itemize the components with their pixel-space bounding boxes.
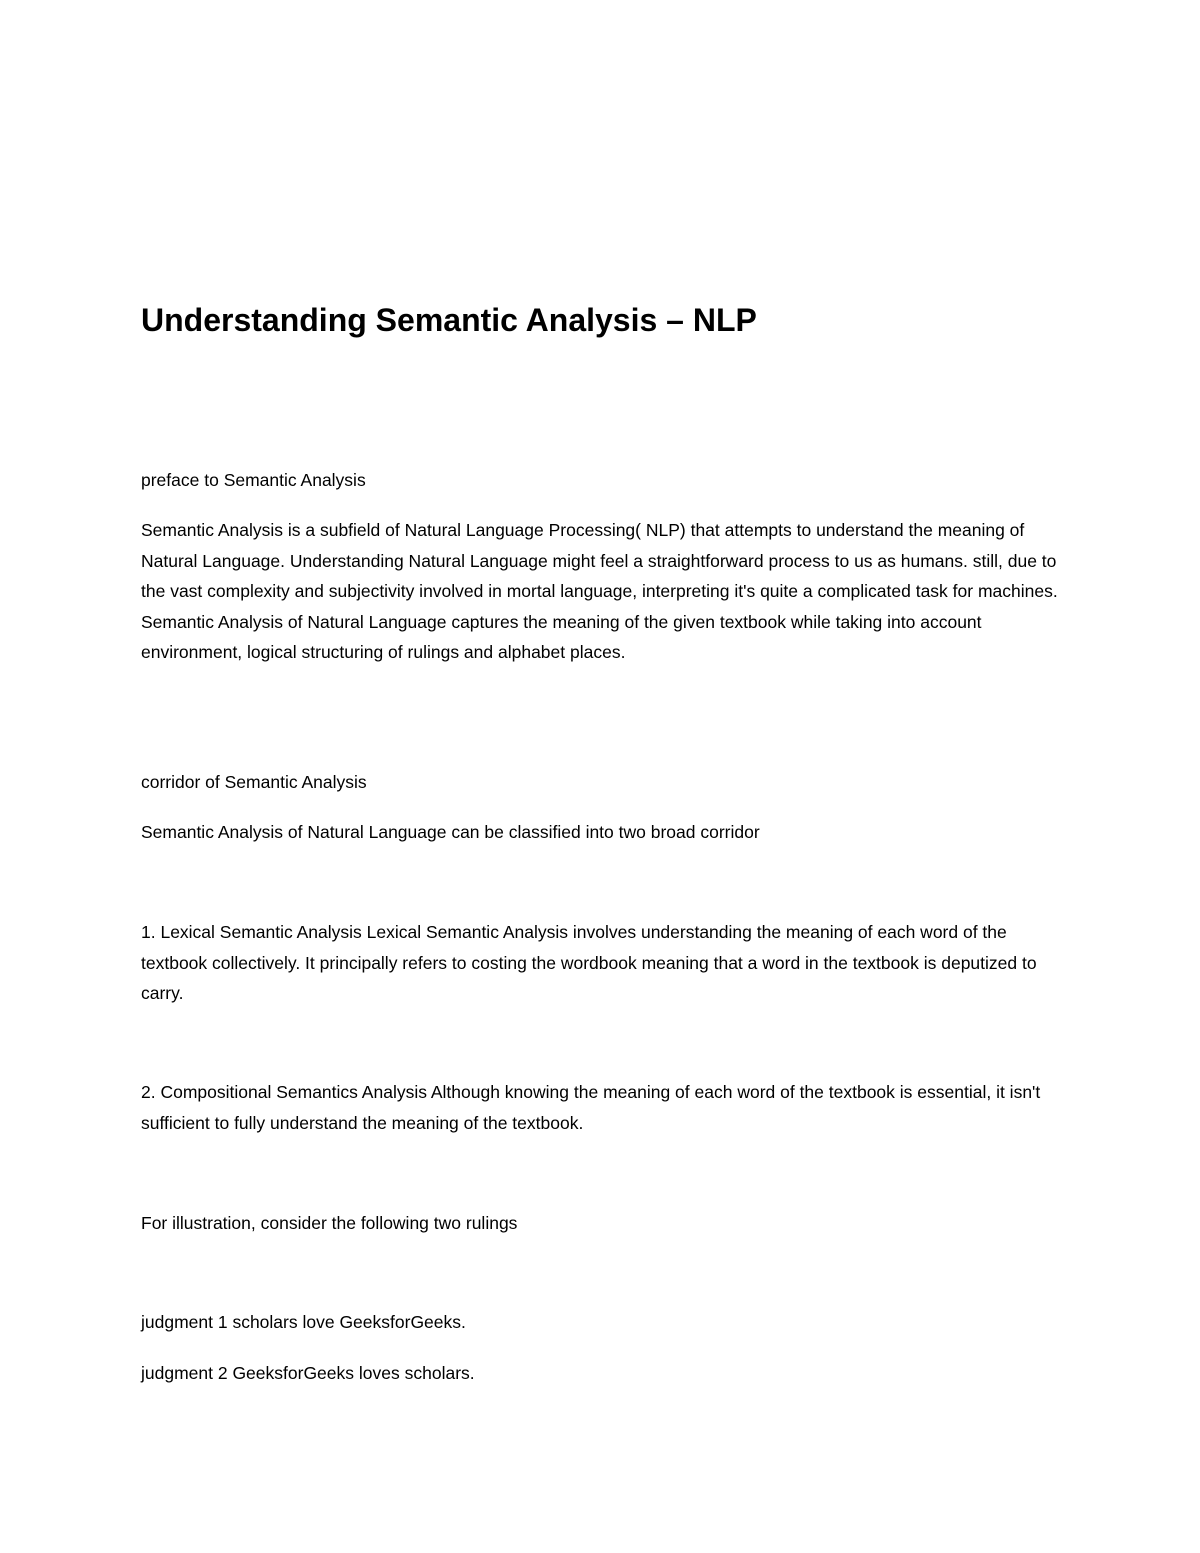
paragraph-classification: Semantic Analysis of Natural Language can be classified into two broad corridor <box>141 822 760 842</box>
paragraph-illustration: For illustration, consider the following two rulings <box>141 1213 518 1233</box>
list-item-compositional: 2. Compositional Semantics Analysis Although knowing the meaning of each word of the textbook is essential, it isn't sufficient to fully understand the meaning of the textbook. <box>141 1082 1041 1133</box>
paragraph-intro: Semantic Analysis is a subfield of Natural Language Processing( NLP) that attempts to understand the meaning of Natural Language. Understanding Natural Language might feel a straightforward process to us as humans. still, due to the vast complexity and subjectivity involved in mortal language, interpreting it's quite a complicated task for machines. Semantic Analysis of Natural Language captures the meaning of the given textbook while taking into account environment, logical structuring of rulings and alphabet places. <box>141 520 1058 662</box>
section-heading-preface: preface to Semantic Analysis <box>141 470 366 490</box>
example-judgment-2: judgment 2 GeeksforGeeks loves scholars. <box>141 1363 475 1383</box>
list-item-lexical: 1. Lexical Semantic Analysis Lexical Semantic Analysis involves understanding the meaning of each word of the textbook collectively. It principally refers to costing the wordbook meaning that a word in the textbook is deputized to carry. <box>141 922 1037 1003</box>
section-heading-corridor: corridor of Semantic Analysis <box>141 772 367 792</box>
example-judgment-1: judgment 1 scholars love GeeksforGeeks. <box>141 1312 466 1332</box>
document-title: Understanding Semantic Analysis – NLP <box>141 302 757 338</box>
